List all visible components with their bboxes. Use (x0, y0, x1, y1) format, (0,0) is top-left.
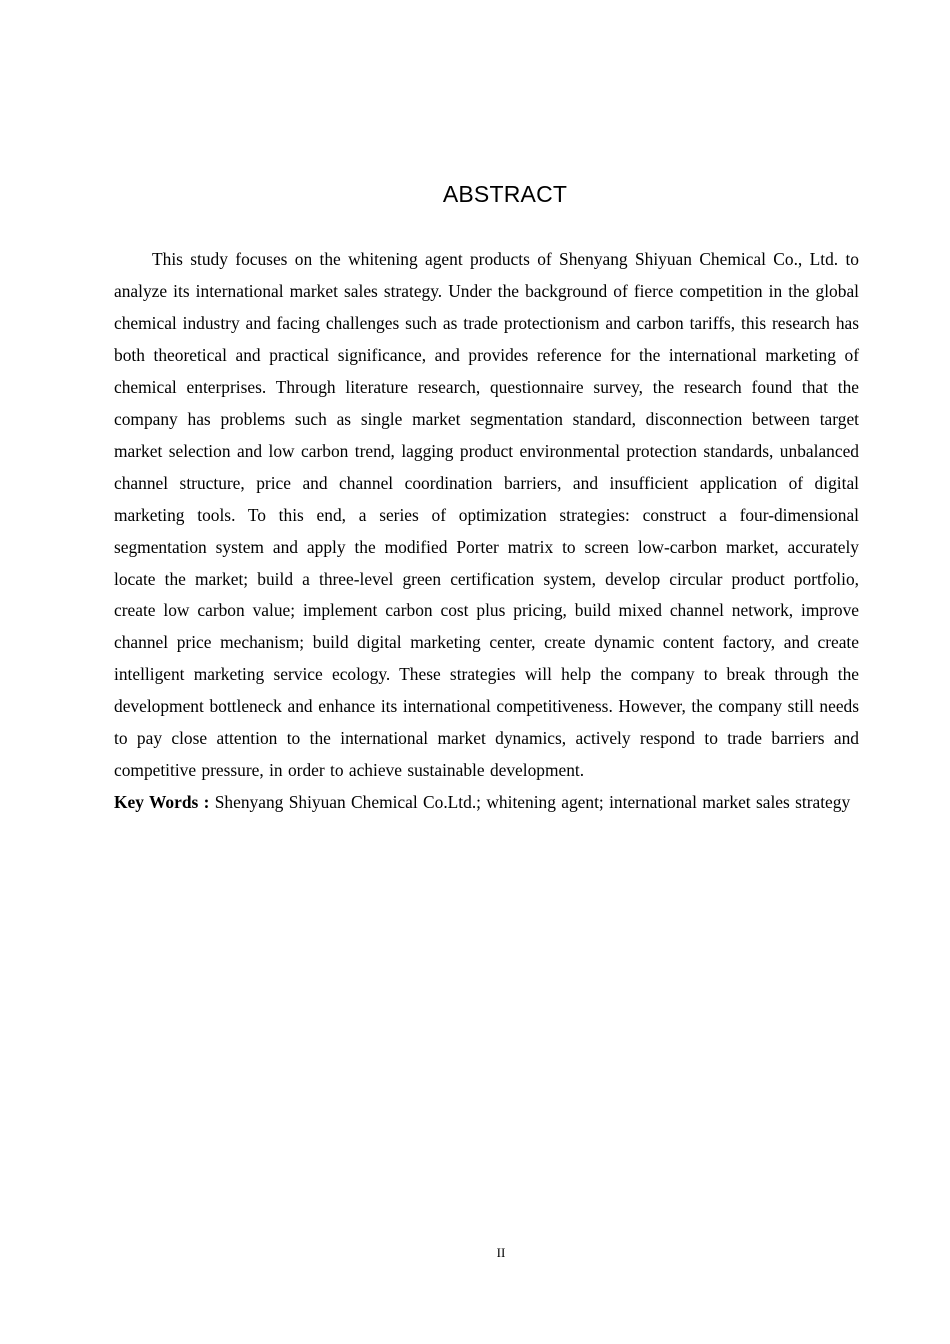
keywords-text: Shenyang Shiyuan Chemical Co.Ltd.; whitening agent; international market sales strategy (214, 792, 851, 813)
abstract-paragraph: This study focuses on the whitening agent products of Shenyang Shiyuan Chemical Co., Ltd. to analyze its international market sales strategy. Under the background of fierce competition in the global chemical industry and facing challenges such as trade protectionism and carbon tariffs, this research has both theoretical and practical significance, and provides reference for the international marketing of chemical enterprises. Through literature research, questionnaire survey, the research found that the company has problems such as single market segmentation standard, disconnection between target market selection and low carbon trend, lagging product environmental protection standards, unbalanced channel structure, price and channel coordination barriers, and insufficient application of digital marketing tools. To this end, a series of optimization strategies: construct a four-dimensional segmentation system and apply the modified Porter matrix to screen low-carbon market, accurately locate the market; build a three-level green certification system, develop circular product portfolio, create low carbon value; implement carbon cost plus pricing, build mixed channel network, improve channel price mechanism; build digital marketing center, create dynamic content factory, and create intelligent marketing service ecology. These strategies will help the company to break through the development bottleneck and enhance its international competitiveness. However, the company still needs to pay close attention to the international market dynamics, actively respond to trade barriers and competitive pressure, in order to achieve sustainable development. (114, 249, 859, 781)
abstract-body (114, 244, 859, 819)
page-number: II (496, 1245, 506, 1260)
abstract-title: ABSTRACT (442, 181, 568, 207)
keywords-label: Key Words : (114, 792, 210, 813)
keywords-line (114, 787, 859, 819)
